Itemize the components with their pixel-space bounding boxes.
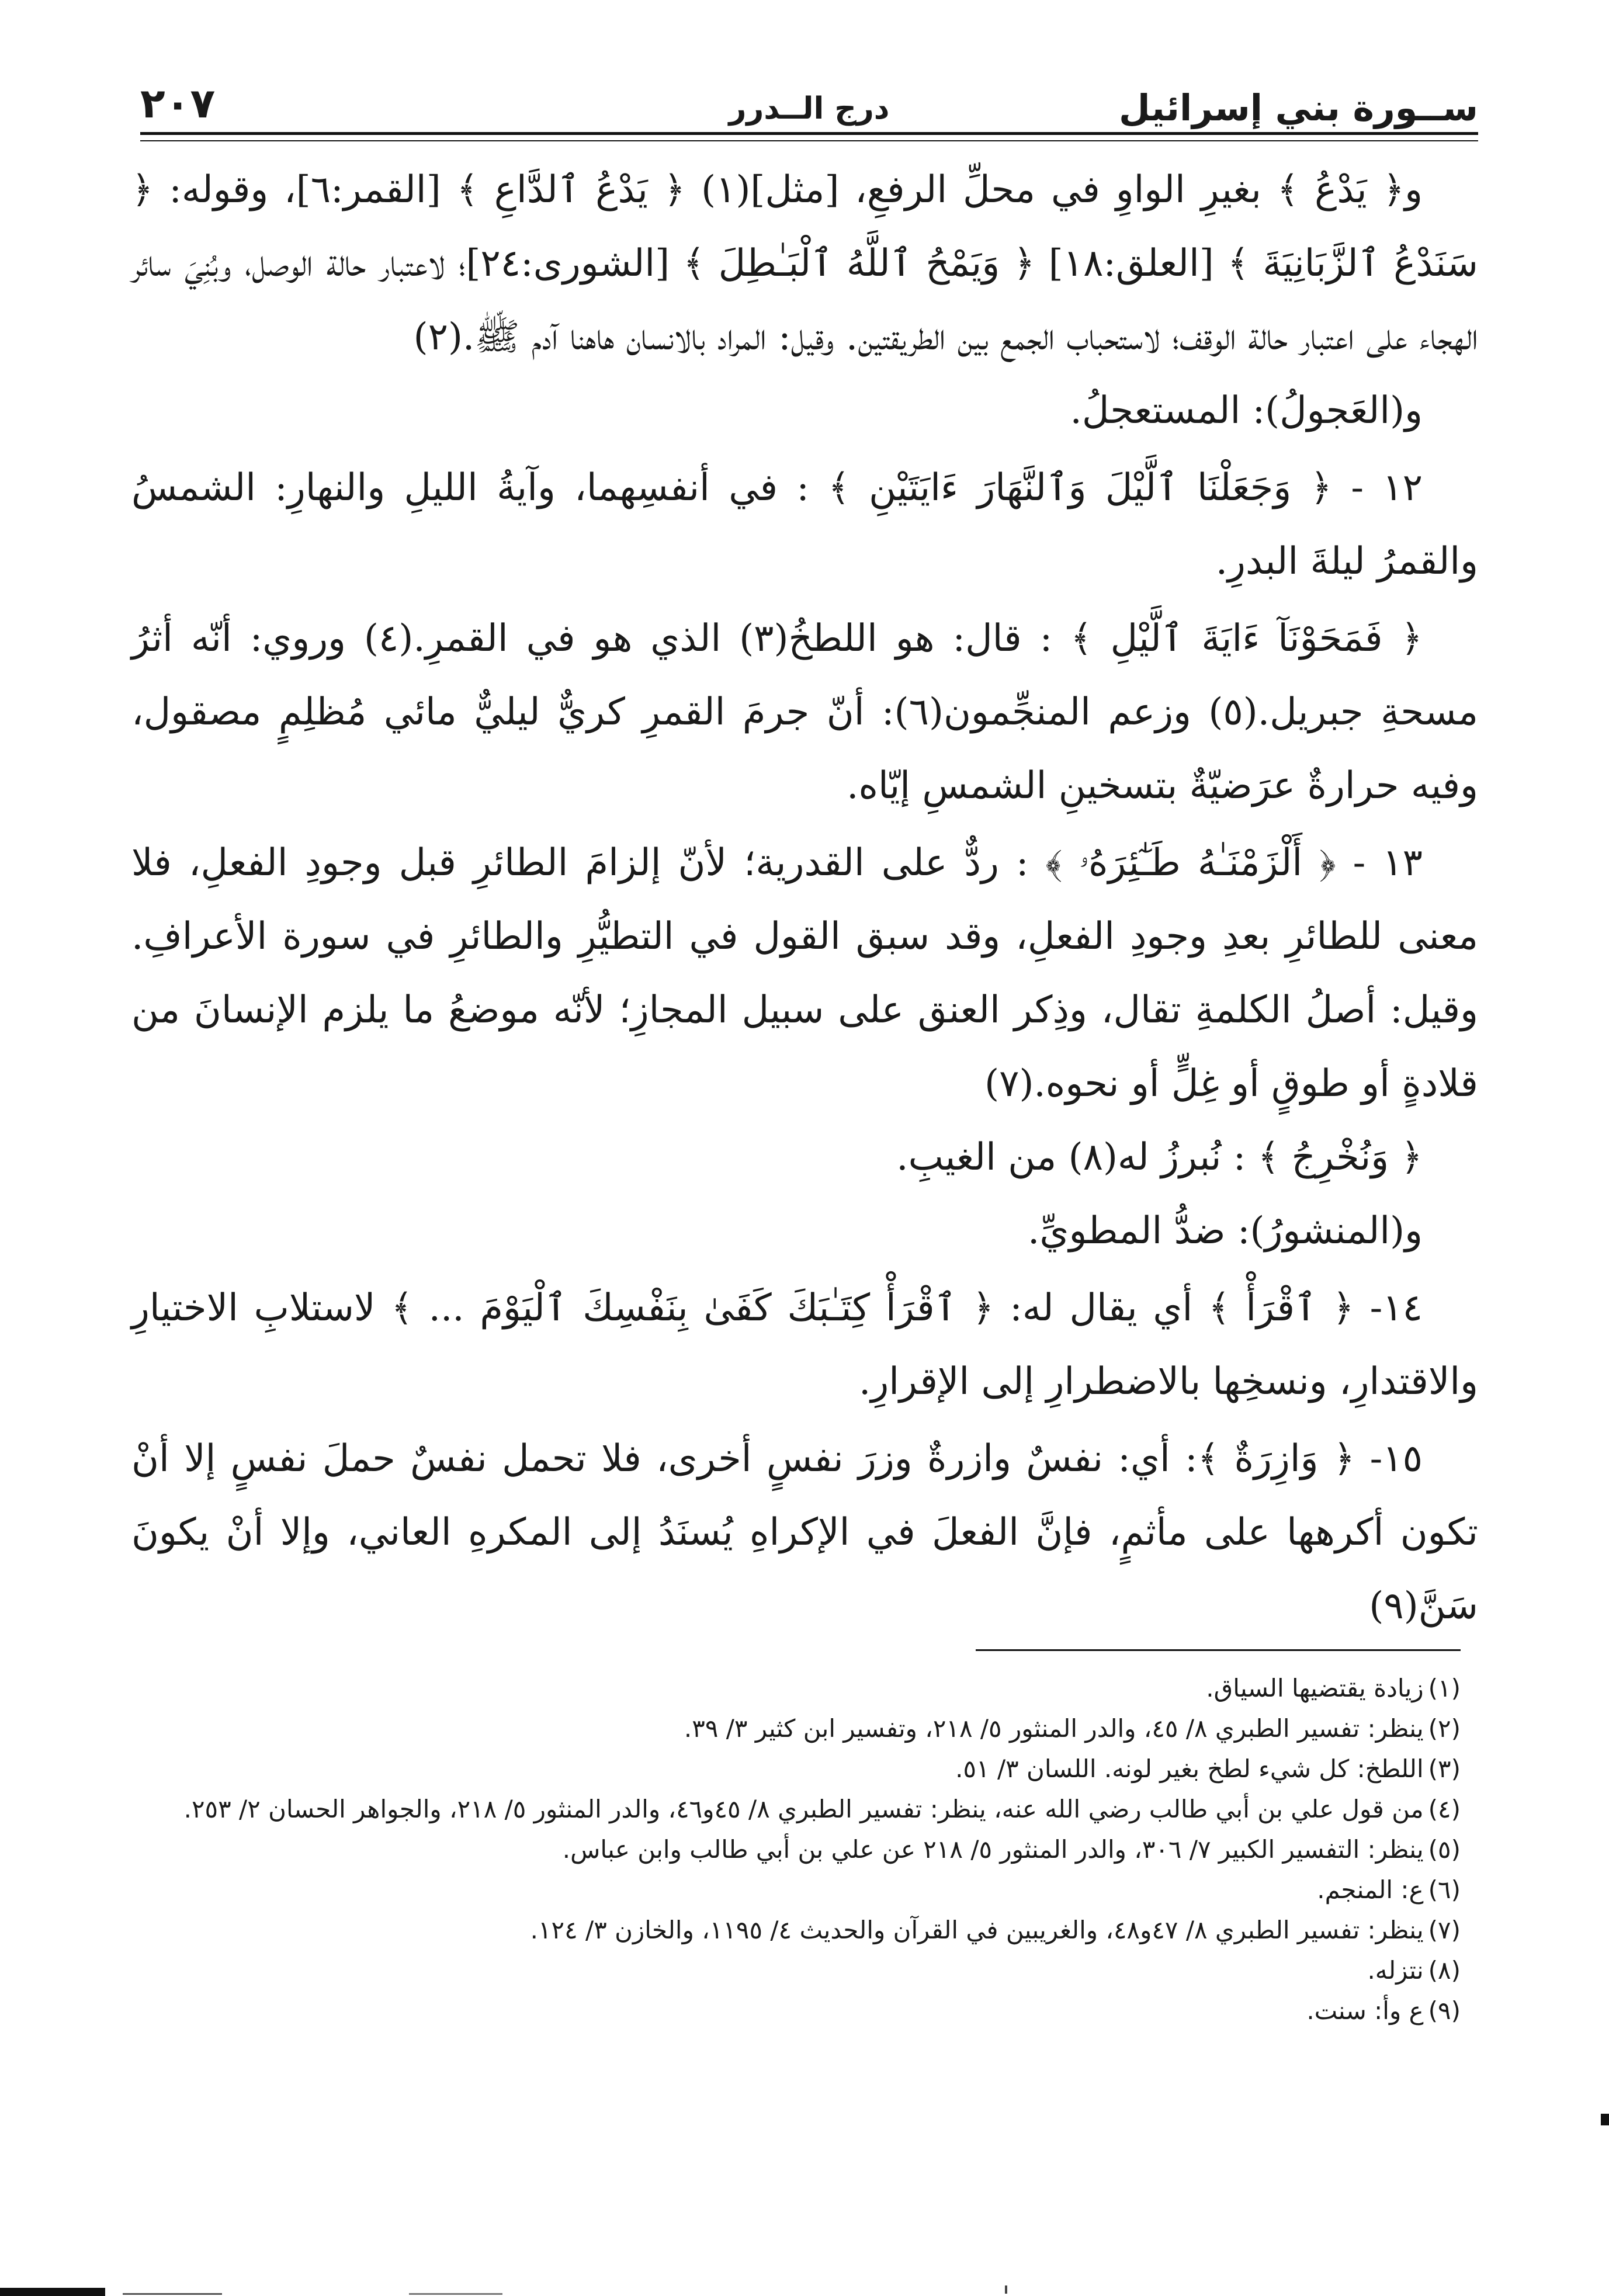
- footnotes: [131, 1668, 1461, 2031]
- scan-mark: [1005, 2285, 1007, 2294]
- footnote: (٥)ينظر: التفسير الكبير ٧/ ٣٠٦، والدر المنثور ٥/ ٢١٨ عن علي بن أبي طالب وابن عباس.: [562, 1835, 1461, 1864]
- footnote: (٤)من قول علي بن أبي طالب رضي الله عنه، ينظر: تفسير الطبري ٨/ ٤٥و٤٦، والدر المنثور ٥/ ٢١٨، والجواهر الحسان ٢/ ٢٥٣.: [183, 1795, 1461, 1823]
- paragraph-verse-14: ١٤- ﴿ ٱقْرَأْ ﴾ أي يقال له: ﴿ ٱقْرَأْ كِتَـٰبَكَ كَفَىٰ بِنَفْسِكَ ٱلْيَوْمَ ... ﴾ لاستلابِ الاختيارِ والاقتدارِ، ونسخِها بالاضطرارِ إلى الإقرارِ.: [131, 1286, 1478, 1403]
- book-title: درج الــدرر: [729, 91, 890, 126]
- paragraph-nukhrij: ﴿ وَنُخْرِجُ ﴾ : نُبرزُ له(٨) من الغيبِ.: [896, 1136, 1423, 1179]
- scan-mark: [0, 2288, 105, 2296]
- footnote-separator: [976, 1649, 1461, 1651]
- running-header: [140, 76, 1478, 140]
- paragraph-manshur: و(المنشورُ): ضدُّ المطويِّ.: [1028, 1209, 1423, 1253]
- footnote: (٩)ع وأ: سنت.: [1306, 1996, 1461, 2025]
- paragraph-ajul: و(العَجولُ): المستعجلُ.: [1070, 389, 1423, 432]
- footnote: (٧)ينظر: تفسير الطبري ٨/ ٤٧و٤٨، والغريبين في القرآن والحديث ٤/ ١١٩٥، والخازن ٣/ ١٢٤.: [530, 1916, 1461, 1944]
- main-text: [131, 153, 1478, 1643]
- paragraph-mahawna: ﴿ فَمَحَوْنَآ ءَايَةَ ٱلَّيْلِ ﴾ : قال: هو اللطخُ(٣) الذي هو في القمرِ.(٤) وروي: أنّه أثرُ مسحةِ جبريل.(٥) وزعم المنجِّمون(٦): أنّ جرمَ القمرِ كريٌّ ليليٌّ مائي مُظلِمٍ مصقول، وفيه حرارةٌ عرَضيّةٌ بتسخينِ الشمسِ إيّاه.: [131, 617, 1479, 807]
- paragraph-verse-11-note: و﴿ يَدْعُ ﴾ بغيرِ الواوِ في محلِّ الرفعِ، [مثل](١) ﴿ يَدْعُ ٱلدَّاعِ ﴾ [القمر:٦]، وقوله: ﴿ سَنَدْعُ ٱلزَّبَانِيَةَ ﴾ [العلق:١٨] ﴿ وَيَمْحُ ٱللَّهُ ٱلْبَـٰطِلَ ﴾ [الشورى:٢٤]؛ لاعتبار حالة الوصل، وبُنِيَ سائر الهجاء على اعتبار حالة الوقف؛ لاستحباب الجمع بين الطريقتين. وقيل: المراد بالانسان هاهنا آدم ﷺ.(٢): [131, 168, 1479, 359]
- paragraph-verse-12: ١٢ - ﴿ وَجَعَلْنَا ٱلَّيْلَ وَٱلنَّهَارَ ءَايَتَيْنِ ﴾ : في أنفسِهما، وآيةُ الليلِ والنهارِ: الشمسُ والقمرُ ليلةَ البدرِ.: [131, 466, 1478, 583]
- page-number: ٢٠٧: [140, 79, 216, 127]
- footnote: (٣)اللطخ: كل شيء لطخ بغير لونه. اللسان ٣/ ٥١.: [955, 1754, 1461, 1783]
- footnote: (٨)نتزله.: [1367, 1956, 1461, 1985]
- scan-mark: [1601, 2114, 1609, 2125]
- footnote: (٢)ينظر: تفسير الطبري ٨/ ٤٥، والدر المنثور ٥/ ٢١٨، وتفسير ابن كثير ٣/ ٣٩.: [684, 1714, 1461, 1743]
- scan-mark: [409, 2293, 502, 2295]
- footnote: (٦)ع: المنجم.: [1317, 1875, 1461, 1904]
- scan-mark: [123, 2293, 222, 2295]
- paragraph-verse-15: ١٥- ﴿ وَازِرَةٌ ﴾: أي: نفسٌ وازرةٌ وزرَ نفسٍ أخرى، فلا تحمل نفسٌ حملَ نفسٍ إلا أنْ تكون أكرهها على مأثمٍ، فإنَّ الفعلَ في الإكراهِ يُسنَدُ إلى المكرهِ العاني، وإلا أنْ يكونَ سَنَّ(٩): [131, 1437, 1478, 1628]
- footnote: (١)زيادة يقتضيها السياق.: [1206, 1674, 1461, 1702]
- paragraph-verse-13: ١٣ - ﴿ أَلْزَمْنَـٰهُ طَـٰٓئِرَهُۥ ﴾ : ردٌّ على القدرية؛ لأنّ إلزامَ الطائرِ قبل وجودِ الفعلِ، فلا معنى للطائرِ بعدِ وجودِ الفعلِ، وقد سبق القول في التطيُّرِ والطائرِ في سورة الأعرافِ. وقيل: أصلُ الكلمةِ تقال، وذِكر العنق على سبيل المجازِ؛ لأنّه موضعُ ما يلزم الإنسانَ من قلادةٍ أو طوقٍ أو غِلٍّ أو نحوه.(٧): [131, 841, 1479, 1105]
- surah-title: ســورة بني إسرائيل: [1119, 86, 1478, 129]
- header-rule-thin: [140, 140, 1478, 141]
- header-rule-thick: [140, 132, 1478, 135]
